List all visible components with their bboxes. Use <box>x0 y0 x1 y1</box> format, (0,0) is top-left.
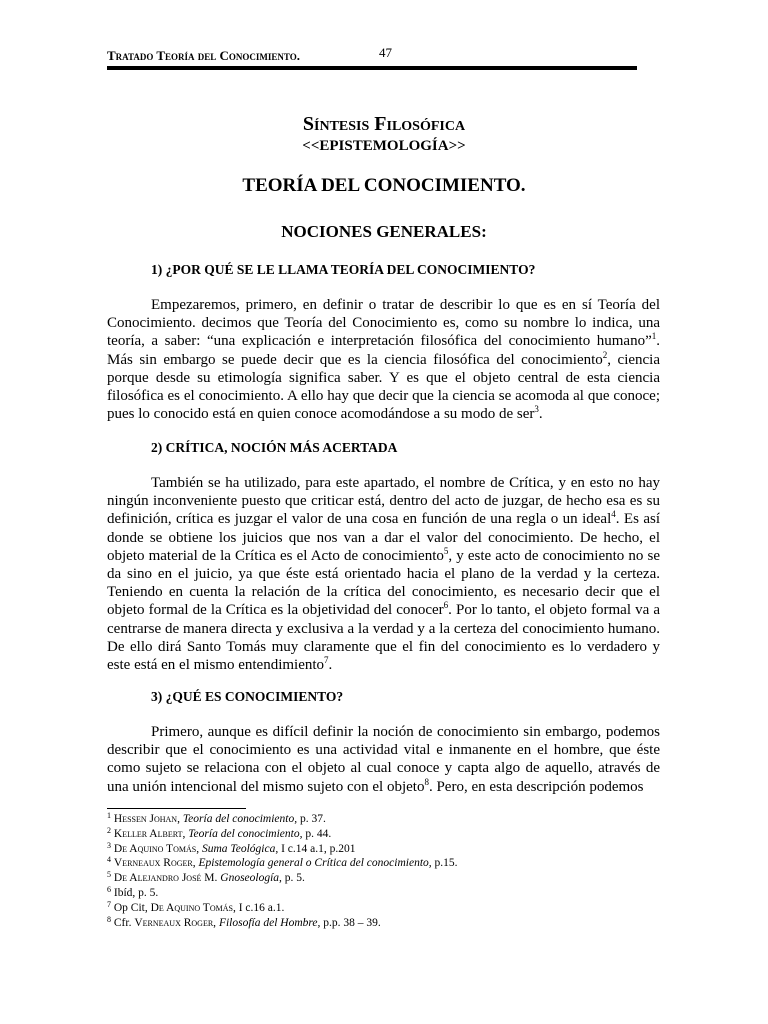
footnote-rest: p. 5. <box>281 872 305 885</box>
footnote-separator <box>107 808 246 809</box>
footnote-number: 5 <box>107 870 111 880</box>
paragraph-2 <box>107 474 660 674</box>
footnote-number: 2 <box>107 825 111 835</box>
main-title: TEORÍA DEL CONOCIMIENTO. <box>242 175 526 196</box>
paragraph-3 <box>107 723 660 796</box>
footnote-title: Gnoseología, <box>220 872 282 885</box>
text-run: Primero, aunque es difícil definir la noción de conocimiento sin embargo, podemos describir que el conocimiento es una actividad vital e inmanente en el hombre, que éste como sujeto se relaciona con el objeto al cual conoce y capta algo de aquello, através de una unión intencional del mismo sujeto con el objeto <box>107 724 660 795</box>
footnote-number: 8 <box>107 914 111 924</box>
footnote-author: Hessen Johan, <box>113 813 180 825</box>
footnotes <box>107 812 660 930</box>
heading-1: 1) ¿POR QUÉ SE LE LLAMA TEORÍA DEL CONOCIMIENTO? <box>151 262 536 277</box>
text-run: . Más sin embargo se puede decir que es la ciencia filosófica del conocimiento <box>107 333 660 368</box>
footnote-author: De Aquino Tomás, <box>150 901 236 914</box>
header-rule <box>107 66 637 70</box>
footnote-author: Verneaux Roger, <box>113 857 196 870</box>
footnote-title: Filosofía del Hombre, <box>218 916 321 929</box>
text-run: , ciencia porque desde su etimología significa saber. Y es que el objeto central de esta ciencia filosófica es el conocimiento. A ello hay que decir que la ciencia se acomoda al que conoce; pues lo conocido está en quien conoce acomodándose a su modo de ser <box>107 351 661 423</box>
footnote-rest: p.p. 38 – 39. <box>320 916 381 929</box>
footnote-number: 4 <box>107 855 111 865</box>
footnote-ref: 2 <box>602 349 608 360</box>
footnote-rest: Op Cit, <box>113 901 151 914</box>
running-header <box>107 44 637 66</box>
footnote-ref: 8 <box>424 776 429 787</box>
heading-3: 3) ¿QUÉ ES CONOCIMIENTO? <box>151 689 344 704</box>
footnote-author: De Alejandro José M. <box>113 872 218 885</box>
footnote-ref: 4 <box>611 509 616 520</box>
subtitle: <<EPISTEMOLOGÍA>> <box>302 138 466 154</box>
footnote-rest: Ibíd, p. 5. <box>113 886 159 899</box>
footnote <box>107 916 660 931</box>
footnote-rest: p. 44. <box>302 827 332 840</box>
footnote-ref: 6 <box>443 600 449 611</box>
text-run: . Pero, en esta descripción podemos <box>428 778 644 795</box>
text-run: . <box>538 406 543 423</box>
footnote <box>107 886 660 901</box>
text-run: . Es así donde se obtiene los juicios que nos van a dar el valor del conocimiento. De hecho, el objeto material de la Crítica es el Acto de conocimiento <box>107 511 660 564</box>
page-number: 47 <box>379 45 392 60</box>
text-run: También se ha utilizado, para este apartado, el nombre de Crítica, y en esto no hay ningún inconveniente puesto que criticar está, dentro del acto de juzgar, de hecho esa es su definición, crítica es juzgar el valor de una cosa en función de una regla o un ideal <box>107 475 660 528</box>
footnote-number: 3 <box>107 840 111 850</box>
footnote-title: Teoría del conocimiento, <box>188 827 303 840</box>
text-run: Empezaremos, primero, en definir o tratar de describir lo que es en sí Teoría del Conocimiento. decimos que Teoría del Conocimiento es, como su nombre lo indica, una teoría, a saber: “una explicación e interpretación filosófica del conocimiento humano” <box>107 297 660 350</box>
synthesis-title: Síntesis Filosófica <box>302 113 466 135</box>
footnote-title: Suma Teológica, <box>201 842 279 855</box>
footnote-ref: 3 <box>534 404 539 415</box>
header-title: Tratado Teoría del Conocimiento. <box>107 48 301 63</box>
text-run: , y este acto de conocimiento no se da sino en el juicio, ya que éste está orientado hacia el plano de la verdad y la certeza. Teniendo en cuenta la relación de la crítica del conocimiento, es necesario decir que el objeto formal de la Crítica es la objetividad del conocer <box>107 547 660 619</box>
footnote-number: 6 <box>107 884 111 894</box>
footnote-number: 7 <box>107 899 111 909</box>
footnote-ref: 7 <box>324 655 329 666</box>
footnote <box>107 901 660 916</box>
footnote <box>107 812 660 827</box>
text-run: . Por lo tanto, el objeto formal va a centrarse de manera directa y exclusiva a la verdad y a la certeza del conocimiento humano. De ello dirá Santo Tomás muy claramente que el fin del conocimiento es lo verdadero y este está en el mismo entendimiento <box>107 602 660 674</box>
footnote-rest: I c.14 a.1, p.201 <box>278 842 356 855</box>
footnote-ref: 5 <box>443 545 449 556</box>
footnote <box>107 856 660 871</box>
footnote-author: Verneaux Roger, <box>134 916 217 929</box>
footnote <box>107 871 660 886</box>
footnote <box>107 842 660 857</box>
footnote <box>107 827 660 842</box>
heading-2: 2) CRÍTICA, NOCIÓN MÁS ACERTADA <box>151 440 398 455</box>
footnote-rest: p. 37. <box>297 813 326 825</box>
footnote-title: Teoría del conocimiento, <box>182 813 298 825</box>
section-title: NOCIONES GENERALES: <box>281 222 487 241</box>
footnote-author: Keller Albert, <box>113 827 186 840</box>
footnote-number: 1 <box>107 811 111 820</box>
footnote-title: Epistemología general o Crítica del conocimiento, <box>198 857 432 870</box>
text-run: . <box>328 657 333 674</box>
footnote-rest: p.15. <box>431 857 458 870</box>
paragraph-1 <box>107 296 660 423</box>
footnote-ref: 1 <box>651 331 657 342</box>
footnote-rest: Cfr. <box>113 916 135 929</box>
footnote-rest: I c.16 a.1. <box>235 901 285 914</box>
footnote-author: De Aquino Tomás, <box>113 842 200 855</box>
